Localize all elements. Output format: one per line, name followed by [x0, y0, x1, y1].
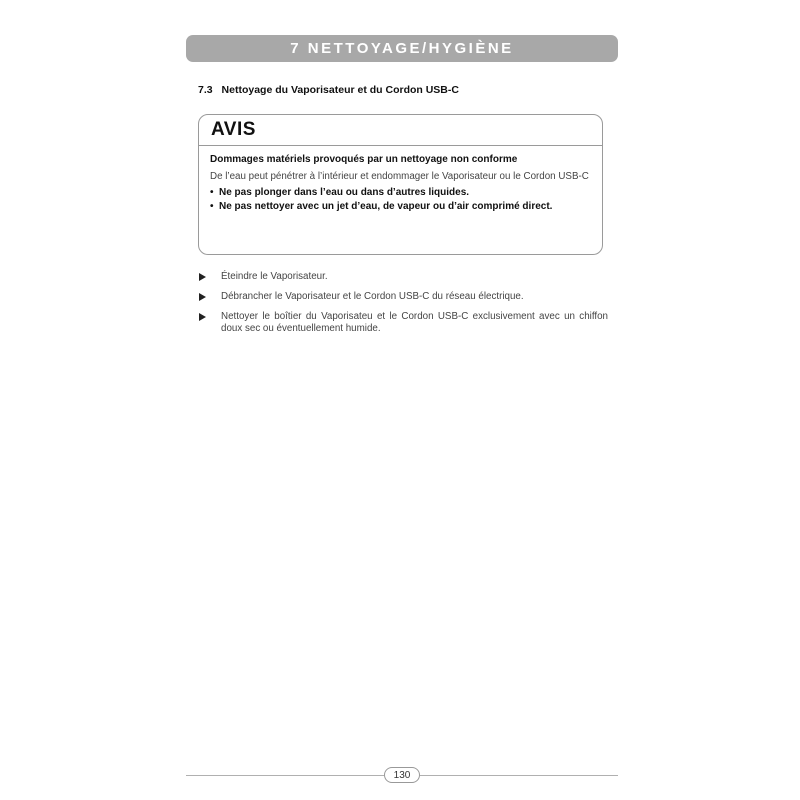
notice-list-item [210, 187, 589, 199]
triangle-arrow-icon [199, 273, 206, 281]
step-item [198, 311, 608, 335]
footer-divider-left [186, 775, 384, 776]
step-item [198, 271, 608, 283]
notice-heading: AVIS [211, 119, 256, 140]
bullet-icon: • [210, 187, 214, 198]
notice-body [199, 146, 602, 213]
section-heading [198, 84, 459, 96]
bullet-icon: • [210, 201, 214, 212]
notice-box [198, 114, 603, 255]
chapter-title: 7 NETTOYAGE/HYGIÈNE [290, 40, 514, 57]
step-item [198, 291, 608, 303]
notice-header [199, 115, 602, 146]
footer-divider-right [420, 775, 618, 776]
notice-text: De l’eau peut pénétrer à l’intérieur et endommager le Vaporisateur ou le Cordon USB-C [210, 171, 589, 182]
chapter-header [186, 35, 618, 62]
notice-item-text: Ne pas plonger dans l’eau ou dans d’autres liquides. [219, 187, 470, 198]
step-text: Débrancher le Vaporisateur et le Cordon USB-C du réseau électrique. [221, 291, 524, 302]
notice-list-item [210, 201, 589, 213]
step-text: Nettoyer le boîtier du Vaporisateu et le Cordon USB-C exclusivement avec un chiffon doux sec ou éventuellement humide. [221, 311, 608, 334]
instruction-steps [198, 271, 608, 343]
section-number: 7.3 [198, 84, 213, 96]
step-text: Éteindre le Vaporisateur. [221, 271, 328, 282]
notice-subtitle: Dommages matériels provoqués par un nettoyage non conforme [210, 154, 518, 165]
notice-list [210, 187, 592, 213]
page-number: 130 [384, 767, 420, 783]
notice-item-text: Ne pas nettoyer avec un jet d’eau, de vapeur ou d’air comprimé direct. [219, 201, 553, 212]
triangle-arrow-icon [199, 293, 206, 301]
triangle-arrow-icon [199, 313, 206, 321]
section-title: Nettoyage du Vaporisateur et du Cordon USB-C [221, 84, 459, 96]
